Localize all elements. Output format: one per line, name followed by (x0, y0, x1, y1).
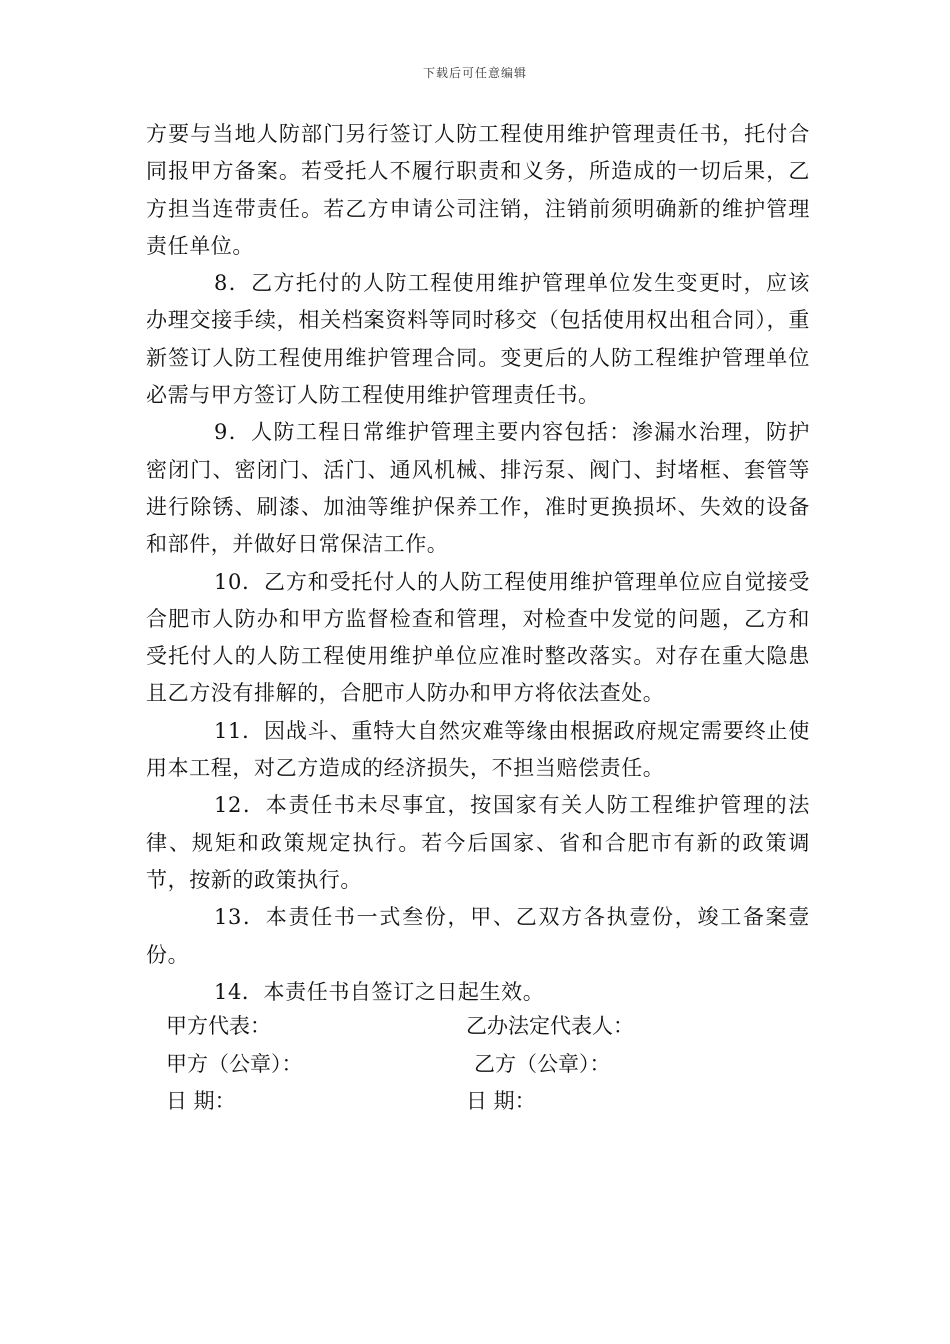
paragraph-continuation: 方要与当地人防部门另行签订人防工程使用维护管理责任书，托付合同报甲方备案。若受托人不履行职责和义务，所造成的一切后果，乙方担当连带责任。若乙方申请公司注销，注销前须明确新的维护管理责任单位。 (146, 122, 810, 258)
signature-row-representatives (166, 1008, 806, 1046)
party-a-date-label: 日 期： (166, 1089, 236, 1113)
party-b-seal-label: 乙方（公章）： (474, 1051, 611, 1076)
paragraph-clause-13: 13．本责任书一式叁份，甲、乙双方各执壹份，竣工备案壹份。 (146, 905, 810, 967)
signature-block (166, 1008, 806, 1121)
paragraph-clause-9: 9．人防工程日常维护管理主要内容包括：渗漏水治理，防护密闭门、密闭门、活门、通风机械、排污泵、阀门、封堵框、套管等进行除锈、刷漆、加油等维护保养工作，准时更换损坏、失效的设备和部件，并做好日常保洁工作。 (146, 420, 810, 557)
paragraph-clause-11: 11．因战斗、重特大自然灾难等缘由根据政府规定需要终止使用本工程，对乙方造成的经济损失，不担当赔偿责任。 (146, 718, 810, 781)
page-header-note: 下载后可任意编辑 (422, 66, 527, 80)
paragraph-clause-12: 12．本责任书未尽事宜，按国家有关人防工程维护管理的法律、规矩和政策规定执行。若今后国家、省和合肥市有新的政策调节，按新的政策执行。 (146, 793, 810, 892)
paragraph-clause-14: 14．本责任书自签订之日起生效。 (214, 979, 545, 1004)
party-b-legal-representative-label: 乙办法定代表人： (466, 1014, 634, 1038)
signature-row-dates (166, 1083, 806, 1121)
paragraph-clause-10: 10．乙方和受托付人的人防工程使用维护管理单位应自觉接受合肥市人防办和甲方监督检查和管理，对检查中发觉的问题，乙方和受托付人的人防工程使用维护单位应准时整改落实。对存在重大隐患且乙方没有排解的，合肥市人防办和甲方将依法查处。 (146, 569, 810, 706)
document-body (146, 116, 810, 1011)
party-a-representative-label: 甲方代表： (166, 1014, 271, 1038)
signature-row-seals (166, 1046, 806, 1084)
party-a-seal-label: 甲方（公章）： (166, 1051, 303, 1076)
paragraph-clause-8: 8．乙方托付的人防工程使用维护管理单位发生变更时，应该办理交接手续，相关档案资料等同时移交（包括使用权出租合同），重新签订人防工程使用维护管理合同。变更后的人防工程维护管理单位必需与甲方签订人防工程使用维护管理责任书。 (146, 271, 810, 408)
party-b-date-label: 日 期： (466, 1089, 536, 1113)
